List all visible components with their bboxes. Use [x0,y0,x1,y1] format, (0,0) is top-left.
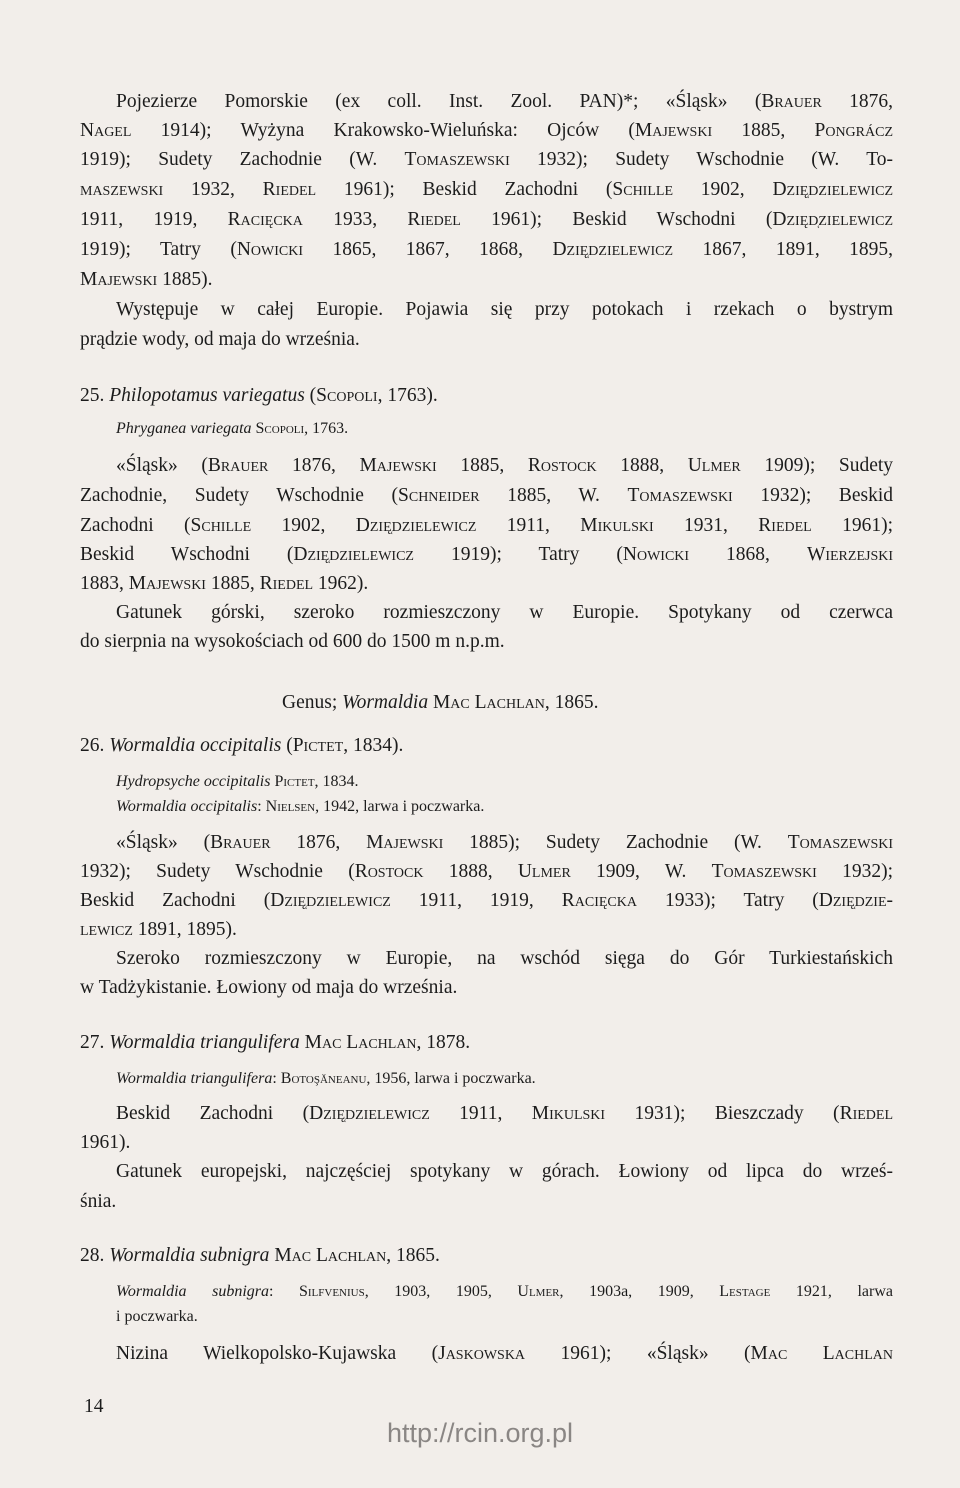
author-name: Dzię̜dzielewicz [355,515,477,536]
author-name: Majewski [366,832,444,853]
text-run: 1909); Sudety [740,455,894,476]
author-name: Nielsen [265,798,316,815]
author-name: Brauer [207,455,269,476]
taxon-name: Philopotamus variegatus [109,385,305,406]
text-run: : [272,1070,281,1087]
taxon-name: Wormaldia triangulifera [109,1032,300,1053]
text-run: , 1865. [386,1245,440,1266]
text-run: «Śląsk» ( [116,455,208,476]
text-run: śnia. [80,1191,117,1212]
page-number: 14 [84,1396,104,1417]
text-run: ( [304,385,317,406]
text-run: 1885, [712,120,815,141]
text-run: 1911, [429,1103,532,1124]
text-run: 1919); Sudety Zachodnie (W. [80,149,405,170]
text-run: , 1834. [314,773,359,790]
text-run: 1919); Tatry ( [413,544,623,565]
text-run: Beskid Zachodni ( [80,890,271,911]
text-line [80,270,893,290]
text-run: 1868, [689,544,807,565]
author-name: Ulmer [517,861,571,882]
author-name: Dzię̜dzielewicz [293,544,414,565]
text-run: 1876, [268,455,360,476]
text-run: , 1956, larwa i poczwarka. [366,1070,536,1087]
author-name: Majewski [128,573,206,594]
text-line [80,920,893,940]
author-name: Rostock [354,861,424,882]
text-run: 1865, 1867, 1868, [303,239,553,260]
text-line [116,1284,893,1300]
text-run: 1961); [811,515,894,536]
text-line [80,736,893,756]
taxon-name: Phryganea variegata [116,420,252,437]
text-line [80,330,893,350]
taxon-name: Wormaldia triangulifera [116,1070,273,1087]
author-name: Mac Lachlan [304,1032,417,1053]
text-line [116,799,893,815]
text-line [116,456,893,476]
author-name: Pongrácz [814,120,893,141]
author-name: Silfvenius [298,1283,365,1300]
text-line [80,574,893,594]
text-run: 1932); Sudety Wschodnie ( [80,861,355,882]
text-line [116,1309,893,1325]
text-run: 1885, [205,573,260,594]
text-run: , 1903a, 1909, [559,1283,720,1300]
text-line [116,1162,893,1182]
text-run: 1891, 1895). [132,919,237,940]
text-run: 1911, 1919, [390,890,562,911]
text-run: Genus; [282,692,343,713]
author-name: Pictet [274,773,315,790]
text-line [116,300,893,320]
author-name: Mikulski [580,515,654,536]
author-name: Schille [190,515,252,536]
taxon-name: Wormaldia occipitalis [109,735,282,756]
text-run: Beskid Zachodni ( [116,1103,310,1124]
text-run: 1919); Tatry ( [80,239,237,260]
text-run: 1931, [653,515,759,536]
text-run: 1962). [313,573,369,594]
taxon-name: Hydropsyche occipitalis [116,773,271,790]
author-name: Riedel [758,515,812,536]
text-run: 1932); Sudety Wschodnie (W. To- [509,149,894,170]
text-run: , 1878. [416,1032,471,1053]
text-run: 1885, W. [479,485,628,506]
text-line [80,862,893,882]
author-name: Riedel [262,179,317,200]
text-run: do sierpnia na wysokościach od 600 do 1500 m n.p.m. [80,631,505,652]
author-name: Dzię̜dzielewicz [552,239,674,260]
text-line [80,978,893,998]
text-run: w Tadżykistanie. Łowiony od maja do września. [80,977,458,998]
author-name: Pictet [292,735,344,756]
author-name: Nagel [80,120,132,141]
author-name: Schneider [398,485,480,506]
text-run: «Śląsk» ( [116,832,211,853]
text-run: 1921, larwa [770,1283,893,1300]
author-name: Jaskowska [438,1343,526,1364]
text-run: 1911, 1919, [80,209,228,230]
text-run: ( [281,735,293,756]
text-run: 1961); «Śląsk» ( [525,1343,751,1364]
text-run: Szeroko rozmieszczony w Europie, na wschód sięga do Gór Turkiestańskich [116,948,893,969]
text-run: Beskid Wschodni ( [80,544,294,565]
text-run: 1961); Beskid Zachodni ( [316,179,613,200]
author-name: Riedel [839,1103,893,1124]
author-name: Mac Lachlan [274,1245,387,1266]
taxon-name: Wormaldia subnigra [109,1245,270,1266]
source-url-watermark[interactable]: http://rcin.org.pl [386,1418,574,1448]
author-name: Brauer [210,832,271,853]
author-name: lewicz [80,919,133,940]
text-run: 1867, 1891, 1895, [673,239,894,260]
author-name: maszewski [80,179,164,200]
text-run: , 1942, larwa i poczwarka. [315,798,485,815]
text-run: Gatunek górski, szeroko rozmieszczony w Europie. Spotykany od czerwca [116,602,893,623]
text-line [80,240,893,260]
text-run: 1909, W. [570,861,712,882]
text-line [116,603,893,623]
text-run: 27. [80,1032,110,1053]
text-line [80,516,893,536]
text-run: 1933); Tatry ( [636,890,819,911]
author-name: Ulmer [687,455,741,476]
text-run: Gatunek europejski, najczęściej spotykany w górach. Łowiony od lipca do wrześ- [116,1161,893,1182]
text-run: Pojezierze Pomorskie (ex coll. Inst. Zool. PAN)*; «Śląsk» ( [116,91,762,112]
text-run: 1883, [80,573,129,594]
author-name: Nowicki [236,239,304,260]
text-line [80,150,893,170]
author-name: Racięcka [227,209,303,230]
text-run: 1885, [436,455,528,476]
text-run: 1885). [157,269,213,290]
author-name: Tomaszewski [787,832,894,853]
text-run: Nizina Wielkopolsko-Kujawska ( [116,1343,439,1364]
author-name: Majewski [634,120,713,141]
author-name: Dzię̜dzielewicz [772,179,894,200]
text-line [80,1133,893,1153]
taxon-name: Wormaldia [342,692,429,713]
text-line [116,833,893,853]
author-name: Mac Lachlan [432,692,545,713]
text-line [80,386,893,406]
author-name: Botoşăneanu [280,1070,367,1087]
text-run: Występuje w całej Europie. Pojawia się przy potokach i rzekach o bystrym [116,299,893,320]
text-run: 1932, [163,179,263,200]
author-name: Dzię̜dzielewicz [270,890,391,911]
author-name: Ulmer [517,1283,560,1300]
author-name: Racięcka [561,890,637,911]
text-line [80,1192,893,1212]
text-run: , 1763). [377,385,438,406]
taxon-name: Wormaldia occipitalis [116,798,258,815]
text-run: 26. [80,735,110,756]
text-run: 1911, [476,515,581,536]
author-name: Riedel [407,209,461,230]
text-run: 1888, [596,455,688,476]
text-run: 1902, [251,515,356,536]
author-name: Tomaszewski [404,149,510,170]
text-line [116,774,893,790]
text-line [116,421,893,437]
text-run: 25. [80,385,110,406]
text-line [80,545,893,565]
text-run: 1961); Beskid Wschodni ( [460,209,773,230]
text-run: i poczwarka. [116,1308,198,1325]
text-line [80,632,893,652]
text-run: 1914); Wyżyna Krakowsko-Wieluńska: Ojców ( [131,120,635,141]
text-run: , 1903, 1905, [364,1283,518,1300]
text-run: , 1834). [343,735,404,756]
author-name: Rostock [527,455,597,476]
text-run: 1876, [270,832,367,853]
text-line [116,1104,893,1124]
author-name: Wierzejski [806,544,894,565]
text-run: prądzie wody, od maja do września. [80,329,360,350]
author-name: Brauer [761,91,822,112]
text-run: : [257,798,266,815]
text-line [116,1344,893,1364]
author-name: Mikulski [531,1103,606,1124]
text-line [80,121,893,141]
text-line [80,1033,893,1053]
text-run: 1885); Sudety Zachodnie (W. [443,832,788,853]
text-line [80,1246,893,1266]
author-name: Lestage [719,1283,771,1300]
text-line [80,891,893,911]
text-line [80,486,893,506]
text-line [80,180,893,200]
text-run: 1932); [816,861,893,882]
author-name: Mac Lachlan [750,1343,894,1364]
text-run: 1933, [302,209,408,230]
author-name: Dzię̜dzie- [818,890,894,911]
author-name: Dzię̜dzielewicz [309,1103,430,1124]
text-run: 1932); Beskid [732,485,894,506]
author-name: Dzięd̜zielewicz [772,209,894,230]
author-name: Schille [612,179,674,200]
taxon-name: Wormaldia subnigra [116,1283,269,1300]
text-run: : [268,1283,299,1300]
text-line [116,92,893,112]
text-line [116,1071,893,1087]
text-run: 28. [80,1245,110,1266]
text-run: 1931); Bieszczady ( [605,1103,840,1124]
text-line [282,693,599,713]
text-run: , 1763. [304,420,349,437]
text-line [116,949,893,969]
author-name: Majewski [80,269,158,290]
text-run: Zachodnie, Sudety Wschodnie ( [80,485,399,506]
text-line [80,210,893,230]
author-name: Nowicki [622,544,690,565]
text-run: 1902, [673,179,773,200]
author-name: Majewski [359,455,437,476]
text-run: 1961). [80,1132,131,1153]
text-run: Zachodni ( [80,515,191,536]
author-name: Scopoli [316,385,378,406]
author-name: Tomaszewski [711,861,817,882]
text-run: , 1865. [544,692,599,713]
author-name: Tomaszewski [627,485,733,506]
text-run: 1888, [423,861,518,882]
author-name: Riedel [259,573,314,594]
text-run: 1876, [821,91,894,112]
author-name: Scopoli [255,420,305,437]
